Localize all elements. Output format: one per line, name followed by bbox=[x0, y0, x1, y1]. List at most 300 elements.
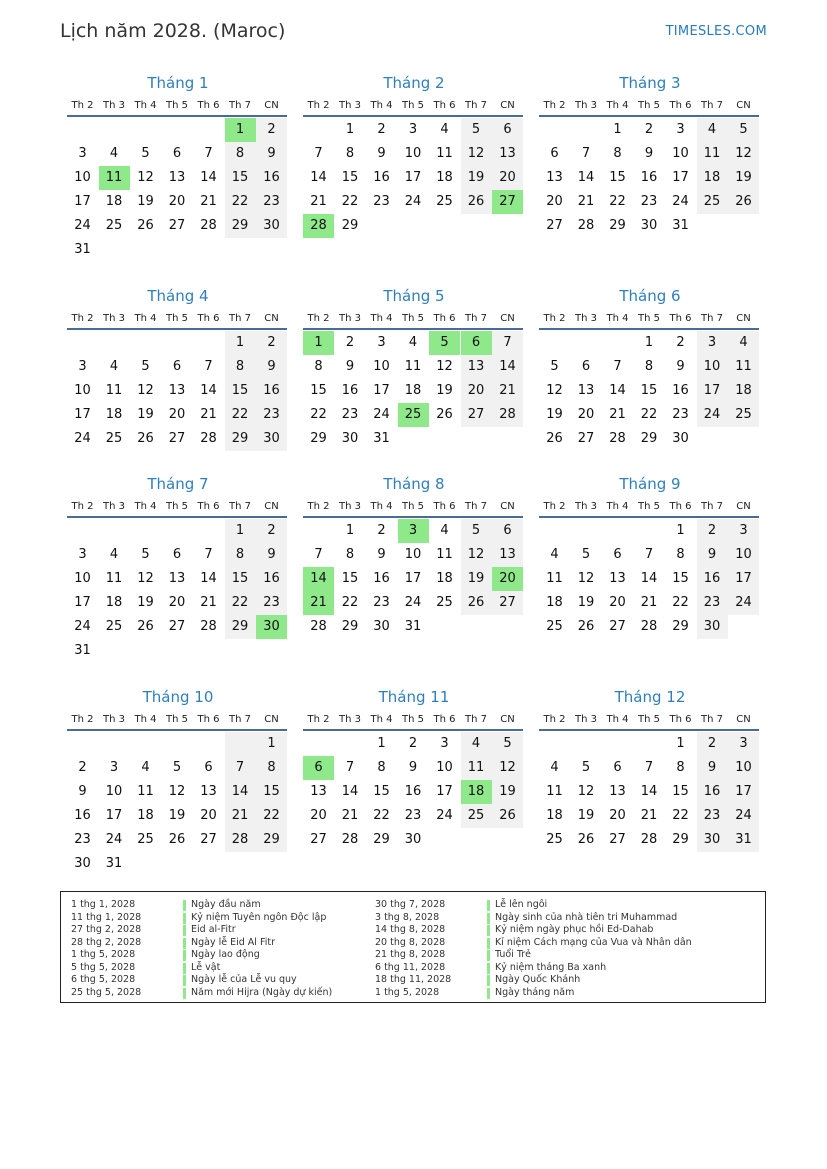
day-cell: 7 bbox=[345, 760, 355, 775]
holiday-day-cell: 25 bbox=[398, 403, 429, 427]
day-cell: 17 bbox=[373, 383, 390, 398]
weekday-header: CN bbox=[736, 501, 751, 512]
day-cell: 16 bbox=[404, 784, 422, 799]
day-cell: 13 bbox=[310, 784, 327, 799]
day-cell: 20 bbox=[310, 808, 327, 823]
day-cell: 18 bbox=[404, 383, 422, 398]
day-cell: 3 bbox=[78, 359, 87, 374]
day-cell: 4 bbox=[440, 523, 449, 538]
day-cell: 22 bbox=[672, 595, 689, 610]
day-cell: 4 bbox=[109, 547, 119, 562]
day-cell: 7 bbox=[204, 359, 213, 374]
day-cell: 23 bbox=[672, 407, 689, 422]
day-cell: 3 bbox=[739, 736, 748, 751]
day-cell: 6 bbox=[172, 359, 182, 374]
legend-holiday-name: Kỷ niệm tháng Ba xanh bbox=[495, 961, 607, 973]
weekday-header: Th 2 bbox=[71, 714, 94, 725]
day-cell: 13 bbox=[168, 571, 186, 586]
day-cell: 29 bbox=[640, 431, 658, 446]
day-cell: 18 bbox=[735, 383, 752, 398]
day-cell: 12 bbox=[467, 547, 485, 562]
legend-holiday-marker bbox=[487, 950, 490, 961]
day-cell: 13 bbox=[546, 170, 563, 185]
day-cell: 25 bbox=[546, 832, 563, 847]
day-cell: 29 bbox=[231, 431, 249, 446]
day-cell: 13 bbox=[499, 547, 516, 562]
day-cell: 17 bbox=[436, 784, 453, 799]
day-cell: 26 bbox=[168, 832, 186, 847]
day-cell: 27 bbox=[168, 431, 186, 446]
day-cell: 15 bbox=[231, 571, 249, 586]
month-header-rule bbox=[303, 115, 523, 117]
day-cell: 8 bbox=[235, 359, 245, 374]
holiday-day-cell: 27 bbox=[492, 190, 523, 214]
day-cell: 8 bbox=[676, 760, 685, 775]
day-cell: 13 bbox=[467, 359, 485, 374]
weekday-header: Th 4 bbox=[606, 501, 629, 512]
legend-holiday-marker bbox=[487, 925, 490, 936]
legend-date: 3 thg 8, 2028 bbox=[375, 911, 440, 923]
day-cell: 16 bbox=[703, 784, 721, 799]
legend-date: 1 thg 5, 2028 bbox=[375, 986, 440, 998]
day-cell: 21 bbox=[609, 407, 626, 422]
day-cell: 19 bbox=[467, 170, 485, 185]
day-cell: 7 bbox=[235, 760, 245, 775]
day-cell: 7 bbox=[581, 146, 591, 161]
day-cell: 19 bbox=[577, 595, 595, 610]
day-cell: 9 bbox=[78, 784, 87, 799]
day-cell: 27 bbox=[609, 832, 626, 847]
legend-holiday-marker bbox=[487, 988, 490, 999]
day-cell: 23 bbox=[373, 194, 390, 209]
holiday-day-cell: 11 bbox=[99, 166, 130, 190]
day-cell: 12 bbox=[735, 146, 752, 161]
day-cell: 22 bbox=[310, 407, 327, 422]
day-cell: 10 bbox=[735, 547, 752, 562]
legend-date: 18 thg 11, 2028 bbox=[375, 974, 452, 985]
weekday-header: Th 5 bbox=[402, 313, 424, 324]
day-cell: 19 bbox=[499, 784, 516, 799]
legend-holiday-marker bbox=[183, 938, 186, 949]
day-cell: 19 bbox=[137, 407, 154, 422]
day-cell: 7 bbox=[314, 547, 323, 562]
day-cell: 8 bbox=[235, 547, 245, 562]
weekday-header: Th 4 bbox=[370, 714, 393, 725]
day-cell: 22 bbox=[263, 808, 280, 823]
day-cell: 20 bbox=[609, 808, 626, 823]
day-cell: 3 bbox=[676, 122, 685, 137]
day-cell: 23 bbox=[640, 194, 658, 209]
day-cell: 14 bbox=[310, 170, 327, 185]
weekday-header: Th 5 bbox=[402, 501, 424, 512]
day-cell: 18 bbox=[703, 170, 721, 185]
day-cell: 28 bbox=[609, 431, 626, 446]
day-cell: 29 bbox=[672, 832, 689, 847]
weekday-header: Th 4 bbox=[134, 100, 157, 111]
day-cell: 25 bbox=[467, 808, 485, 823]
day-cell: 10 bbox=[373, 359, 390, 374]
day-cell: 23 bbox=[263, 595, 280, 610]
day-cell: 10 bbox=[703, 359, 721, 374]
day-cell: 5 bbox=[739, 122, 748, 137]
day-cell: 21 bbox=[200, 407, 217, 422]
weekday-header: Th 7 bbox=[701, 100, 723, 111]
day-cell: 17 bbox=[735, 571, 752, 586]
day-cell: 7 bbox=[503, 335, 512, 350]
day-cell: 20 bbox=[200, 808, 217, 823]
day-cell: 24 bbox=[436, 808, 453, 823]
day-cell: 30 bbox=[263, 218, 280, 233]
weekday-header: Th 3 bbox=[103, 100, 125, 111]
weekday-header: Th 5 bbox=[166, 313, 188, 324]
weekday-header: Th 6 bbox=[197, 100, 220, 111]
day-cell: 5 bbox=[503, 736, 512, 751]
day-cell: 22 bbox=[231, 595, 249, 610]
day-cell: 4 bbox=[739, 335, 748, 350]
day-cell: 18 bbox=[546, 595, 563, 610]
day-cell: 8 bbox=[267, 760, 276, 775]
day-cell: 5 bbox=[471, 122, 481, 137]
month-header-rule bbox=[67, 729, 287, 731]
legend-date: 11 thg 1, 2028 bbox=[71, 911, 142, 923]
day-cell: 9 bbox=[408, 760, 418, 775]
day-cell: 7 bbox=[204, 547, 213, 562]
weekday-header: CN bbox=[500, 501, 515, 512]
legend-holiday-name: Ngày sinh của nhà tiên tri Muhammad bbox=[495, 911, 678, 923]
month-title: Tháng 7 bbox=[147, 475, 209, 493]
day-cell: 15 bbox=[609, 170, 626, 185]
day-cell: 22 bbox=[672, 808, 689, 823]
legend-holiday-name: Ngày lễ Eid Al Fitr bbox=[191, 936, 275, 948]
weekday-header: Th 7 bbox=[229, 714, 251, 725]
day-cell: 21 bbox=[341, 808, 359, 823]
day-cell: 25 bbox=[703, 194, 721, 209]
day-cell: 28 bbox=[310, 619, 327, 634]
day-cell: 14 bbox=[640, 571, 658, 586]
day-cell: 26 bbox=[137, 431, 154, 446]
legend-date: 1 thg 5, 2028 bbox=[71, 949, 136, 960]
day-cell: 13 bbox=[499, 146, 516, 161]
holiday-day-cell: 30 bbox=[256, 615, 287, 639]
day-cell: 16 bbox=[640, 170, 658, 185]
day-cell: 1 bbox=[644, 335, 654, 350]
day-cell: 22 bbox=[341, 194, 359, 209]
day-cell: 17 bbox=[735, 784, 752, 799]
day-cell: 11 bbox=[137, 784, 154, 799]
day-cell: 14 bbox=[341, 784, 359, 799]
month-header-rule bbox=[67, 328, 287, 330]
day-cell: 12 bbox=[137, 571, 154, 586]
day-cell: 1 bbox=[676, 523, 685, 538]
day-cell: 28 bbox=[231, 832, 249, 847]
day-cell: 18 bbox=[105, 407, 123, 422]
day-cell: 17 bbox=[703, 383, 721, 398]
day-cell: 14 bbox=[609, 383, 626, 398]
weekday-header: Th 2 bbox=[71, 313, 94, 324]
day-cell: 17 bbox=[105, 808, 123, 823]
legend-holiday-marker bbox=[487, 975, 490, 986]
day-cell: 7 bbox=[314, 146, 323, 161]
day-cell: 24 bbox=[672, 194, 689, 209]
day-cell: 27 bbox=[310, 832, 327, 847]
day-cell: 19 bbox=[168, 808, 186, 823]
day-cell: 16 bbox=[74, 808, 91, 823]
weekday-header: Th 6 bbox=[197, 501, 220, 512]
day-cell: 1 bbox=[345, 122, 355, 137]
month-header-rule bbox=[303, 328, 523, 330]
day-cell: 24 bbox=[735, 595, 752, 610]
weekday-header: Th 4 bbox=[370, 313, 393, 324]
day-cell: 12 bbox=[436, 359, 453, 374]
legend-holiday-marker bbox=[487, 963, 490, 974]
day-cell: 4 bbox=[440, 122, 449, 137]
day-cell: 14 bbox=[200, 571, 217, 586]
day-cell: 6 bbox=[503, 523, 512, 538]
weekday-header: Th 3 bbox=[575, 100, 597, 111]
day-cell: 31 bbox=[74, 643, 91, 658]
day-cell: 18 bbox=[137, 808, 154, 823]
day-cell: 3 bbox=[78, 547, 87, 562]
day-cell: 2 bbox=[644, 122, 654, 137]
day-cell: 28 bbox=[499, 407, 516, 422]
month-header-rule bbox=[303, 729, 523, 731]
day-cell: 2 bbox=[267, 335, 276, 350]
day-cell: 27 bbox=[168, 619, 186, 634]
weekday-header: CN bbox=[264, 100, 279, 111]
holiday-day-cell: 21 bbox=[303, 591, 334, 615]
day-cell: 7 bbox=[613, 359, 622, 374]
day-cell: 25 bbox=[105, 218, 123, 233]
weekday-header: Th 3 bbox=[575, 501, 597, 512]
legend-date: 28 thg 2, 2028 bbox=[71, 936, 142, 948]
weekday-header: CN bbox=[500, 714, 515, 725]
day-cell: 13 bbox=[609, 784, 626, 799]
day-cell: 10 bbox=[436, 760, 453, 775]
day-cell: 16 bbox=[263, 571, 280, 586]
legend-date: 20 thg 8, 2028 bbox=[375, 936, 446, 948]
day-cell: 11 bbox=[546, 571, 563, 586]
weekday-header: Th 6 bbox=[197, 313, 220, 324]
day-cell: 22 bbox=[231, 407, 249, 422]
day-cell: 9 bbox=[707, 760, 717, 775]
day-cell: 16 bbox=[263, 383, 280, 398]
day-cell: 29 bbox=[672, 619, 689, 634]
holiday-day-cell: 28 bbox=[303, 214, 334, 238]
weekday-header: Th 3 bbox=[339, 313, 361, 324]
weekday-header: Th 5 bbox=[638, 714, 660, 725]
day-cell: 24 bbox=[404, 194, 422, 209]
month-header-rule bbox=[539, 115, 759, 117]
month-header-rule bbox=[303, 516, 523, 518]
weekday-header: CN bbox=[500, 100, 515, 111]
holiday-legend bbox=[60, 891, 766, 1003]
day-cell: 5 bbox=[141, 146, 150, 161]
day-cell: 9 bbox=[267, 547, 276, 562]
weekday-header: Th 2 bbox=[543, 313, 566, 324]
legend-date: 30 thg 7, 2028 bbox=[375, 899, 446, 910]
day-cell: 1 bbox=[267, 736, 276, 751]
weekday-header: Th 4 bbox=[606, 313, 629, 324]
day-cell: 24 bbox=[735, 808, 752, 823]
month-header-rule bbox=[539, 328, 759, 330]
day-cell: 7 bbox=[644, 547, 654, 562]
holiday-day-cell: 1 bbox=[225, 118, 256, 142]
day-cell: 20 bbox=[546, 194, 563, 209]
weekday-header: Th 7 bbox=[465, 313, 487, 324]
legend-holiday-name: Kỉ niệm Cách mạng của Vua và Nhân dân bbox=[495, 936, 692, 948]
day-cell: 21 bbox=[231, 808, 249, 823]
weekday-header: Th 3 bbox=[575, 313, 597, 324]
day-cell: 29 bbox=[231, 218, 249, 233]
day-cell: 12 bbox=[137, 170, 154, 185]
day-cell: 3 bbox=[109, 760, 119, 775]
day-cell: 15 bbox=[373, 784, 390, 799]
legend-date: 1 thg 1, 2028 bbox=[71, 899, 136, 910]
day-cell: 1 bbox=[235, 523, 245, 538]
weekday-header: Th 5 bbox=[166, 100, 188, 111]
legend-date: 5 thg 5, 2028 bbox=[71, 961, 136, 973]
day-cell: 8 bbox=[345, 146, 355, 161]
day-cell: 6 bbox=[204, 760, 213, 775]
weekday-header: Th 3 bbox=[339, 100, 361, 111]
day-cell: 21 bbox=[310, 194, 327, 209]
day-cell: 26 bbox=[577, 619, 595, 634]
day-cell: 30 bbox=[74, 856, 91, 871]
day-cell: 12 bbox=[499, 760, 516, 775]
day-cell: 23 bbox=[703, 595, 721, 610]
day-cell: 24 bbox=[74, 619, 91, 634]
holiday-day-cell: 1 bbox=[303, 331, 334, 355]
day-cell: 24 bbox=[74, 218, 91, 233]
weekday-header: Th 3 bbox=[575, 714, 597, 725]
day-cell: 31 bbox=[74, 242, 91, 257]
weekday-header: Th 4 bbox=[370, 100, 393, 111]
legend-date: 6 thg 11, 2028 bbox=[375, 961, 446, 973]
day-cell: 20 bbox=[168, 595, 186, 610]
weekday-header: Th 4 bbox=[134, 714, 157, 725]
day-cell: 24 bbox=[703, 407, 721, 422]
day-cell: 22 bbox=[640, 407, 658, 422]
day-cell: 28 bbox=[200, 431, 217, 446]
day-cell: 28 bbox=[640, 619, 658, 634]
day-cell: 6 bbox=[613, 547, 622, 562]
day-cell: 17 bbox=[74, 595, 91, 610]
legend-holiday-name: Lễ vật bbox=[191, 961, 221, 973]
holiday-day-cell: 20 bbox=[492, 567, 523, 591]
weekday-header: Th 7 bbox=[465, 100, 487, 111]
day-cell: 16 bbox=[672, 383, 689, 398]
holiday-day-cell: 6 bbox=[303, 756, 334, 780]
day-cell: 2 bbox=[267, 523, 276, 538]
month-title: Tháng 6 bbox=[619, 287, 681, 305]
day-cell: 19 bbox=[735, 170, 752, 185]
weekday-header: Th 7 bbox=[701, 501, 723, 512]
weekday-header: Th 6 bbox=[669, 100, 692, 111]
day-cell: 10 bbox=[404, 146, 422, 161]
day-cell: 30 bbox=[263, 431, 280, 446]
day-cell: 9 bbox=[377, 146, 386, 161]
day-cell: 2 bbox=[345, 335, 355, 350]
day-cell: 17 bbox=[672, 170, 689, 185]
day-cell: 23 bbox=[373, 595, 390, 610]
legend-date: 25 thg 5, 2028 bbox=[71, 986, 142, 998]
day-cell: 25 bbox=[546, 619, 563, 634]
day-cell: 21 bbox=[577, 194, 595, 209]
day-cell: 31 bbox=[105, 856, 123, 871]
legend-date: 27 thg 2, 2028 bbox=[71, 924, 142, 935]
weekday-header: Th 5 bbox=[638, 313, 660, 324]
day-cell: 13 bbox=[577, 383, 595, 398]
legend-holiday-name: Ngày lễ của Lễ vu quy bbox=[191, 974, 297, 985]
weekday-header: Th 6 bbox=[433, 501, 456, 512]
day-cell: 23 bbox=[263, 194, 280, 209]
weekday-header: Th 7 bbox=[229, 100, 251, 111]
legend-date: 21 thg 8, 2028 bbox=[375, 949, 446, 960]
weekday-header: Th 2 bbox=[543, 100, 566, 111]
site-brand-link[interactable]: TIMESLES.COM bbox=[665, 24, 767, 39]
weekday-header: CN bbox=[736, 313, 751, 324]
day-cell: 28 bbox=[577, 218, 595, 233]
day-cell: 25 bbox=[436, 595, 453, 610]
day-cell: 30 bbox=[640, 218, 658, 233]
day-cell: 12 bbox=[168, 784, 186, 799]
day-cell: 16 bbox=[341, 383, 359, 398]
day-cell: 22 bbox=[609, 194, 626, 209]
weekday-header: Th 6 bbox=[197, 714, 220, 725]
day-cell: 19 bbox=[546, 407, 563, 422]
day-cell: 1 bbox=[676, 736, 685, 751]
day-cell: 18 bbox=[436, 170, 453, 185]
legend-holiday-name: Kỷ niệm Tuyên ngôn Độc lập bbox=[191, 911, 327, 923]
weekday-header: Th 7 bbox=[229, 313, 251, 324]
day-cell: 10 bbox=[74, 170, 91, 185]
day-cell: 27 bbox=[546, 218, 563, 233]
day-cell: 5 bbox=[141, 359, 150, 374]
day-cell: 5 bbox=[581, 547, 591, 562]
day-cell: 15 bbox=[341, 571, 359, 586]
weekday-header: Th 4 bbox=[606, 100, 629, 111]
weekday-header: Th 4 bbox=[134, 313, 157, 324]
day-cell: 1 bbox=[377, 736, 386, 751]
day-cell: 5 bbox=[172, 760, 182, 775]
weekday-header: Th 5 bbox=[166, 714, 188, 725]
day-cell: 22 bbox=[373, 808, 390, 823]
day-cell: 25 bbox=[735, 407, 752, 422]
day-cell: 20 bbox=[609, 595, 626, 610]
day-cell: 22 bbox=[231, 194, 249, 209]
month-title: Tháng 12 bbox=[614, 688, 686, 706]
day-cell: 4 bbox=[550, 760, 559, 775]
day-cell: 11 bbox=[735, 359, 752, 374]
day-cell: 24 bbox=[373, 407, 390, 422]
day-cell: 11 bbox=[436, 547, 453, 562]
legend-holiday-name: Ngày đầu năm bbox=[191, 899, 261, 910]
weekday-header: Th 5 bbox=[638, 100, 660, 111]
legend-holiday-marker bbox=[487, 900, 490, 911]
day-cell: 13 bbox=[168, 170, 186, 185]
day-cell: 9 bbox=[377, 547, 386, 562]
weekday-header: Th 2 bbox=[71, 501, 94, 512]
day-cell: 3 bbox=[739, 523, 748, 538]
day-cell: 15 bbox=[263, 784, 280, 799]
day-cell: 26 bbox=[137, 619, 154, 634]
legend-holiday-name: Ngày lao động bbox=[191, 949, 260, 960]
day-cell: 4 bbox=[141, 760, 150, 775]
day-cell: 12 bbox=[577, 784, 595, 799]
month-header-rule bbox=[67, 115, 287, 117]
day-cell: 21 bbox=[200, 595, 217, 610]
legend-holiday-name: Năm mới Hijra (Ngày dự kiến) bbox=[191, 986, 333, 998]
